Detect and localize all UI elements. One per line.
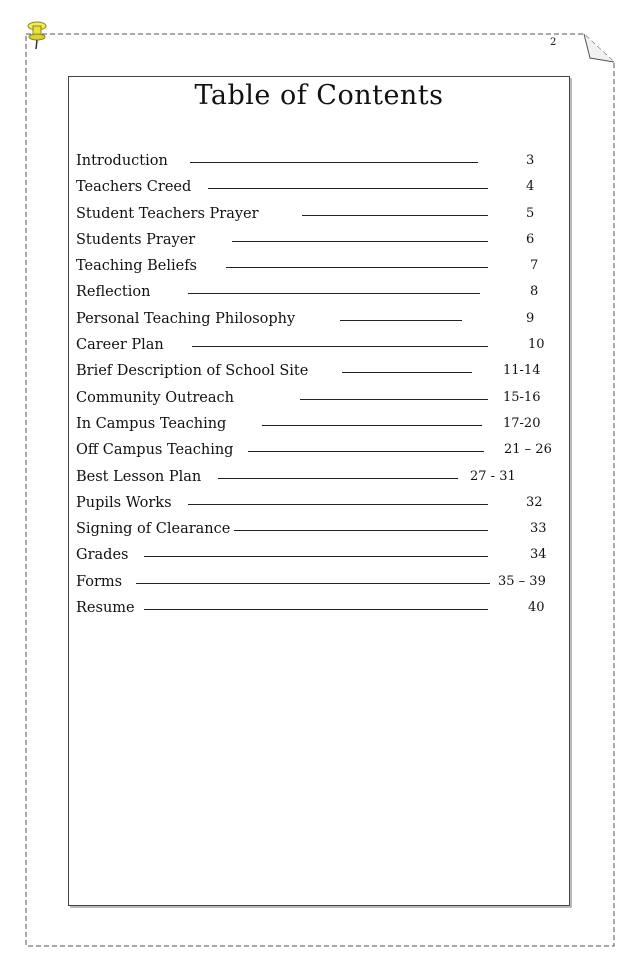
toc-entry-page: 7 (530, 258, 539, 274)
toc-entry-page: 11-14 (503, 363, 541, 379)
toc-entry (76, 332, 576, 358)
toc-entry-page: 32 (526, 494, 543, 510)
toc-leader-line (342, 372, 472, 373)
toc-entry-label: Off Campus Teaching (76, 442, 234, 459)
toc-entry (76, 437, 576, 463)
toc-entry-label: Teaching Beliefs (76, 258, 197, 275)
toc-entry-page: 33 (530, 521, 547, 537)
toc-entry-label: Community Outreach (76, 389, 234, 406)
toc-entry-page: 15-16 (503, 389, 541, 405)
toc-entry (76, 385, 576, 411)
page-number: 2 (550, 37, 557, 48)
toc-entry (76, 306, 576, 332)
toc-entry-page: 5 (526, 205, 535, 221)
toc-entry (76, 174, 576, 200)
toc-leader-line (136, 583, 490, 584)
toc-leader-line (218, 478, 458, 479)
toc-entry (76, 358, 576, 384)
toc-entry-label: Introduction (76, 153, 168, 169)
toc-entry (76, 516, 576, 542)
toc-leader-line (192, 346, 488, 347)
toc-entry (76, 490, 576, 516)
toc-leader-line (144, 556, 488, 557)
toc-entry-page: 9 (526, 310, 535, 326)
toc-entry-label: In Campus Teaching (76, 415, 227, 432)
toc-entry-label: Brief Description of School Site (76, 363, 309, 380)
toc-entry-page: 21 – 26 (504, 442, 552, 458)
page-title: Table of Contents (194, 80, 444, 111)
toc-leader-line (248, 451, 484, 452)
toc-leader-line (234, 530, 488, 531)
toc-entry (76, 279, 576, 305)
toc-entry-label: Resume (76, 600, 135, 617)
toc-entry (76, 227, 576, 253)
toc-entry (76, 148, 576, 174)
toc-leader-line (300, 399, 488, 400)
toc-entry-page: 34 (530, 547, 547, 563)
toc-leader-line (302, 215, 488, 216)
toc-entry-page: 8 (530, 284, 539, 300)
toc-leader-line (226, 267, 488, 268)
toc-entry-label: Student Teachers Prayer (76, 205, 259, 222)
toc-entry-page: 6 (526, 231, 535, 247)
toc-entry (76, 595, 576, 621)
toc-entry-page: 35 – 39 (498, 573, 546, 589)
toc-entry-page: 4 (526, 179, 535, 195)
toc-entry-label: Pupils Works (76, 494, 172, 511)
toc-entry-page: 17-20 (503, 415, 541, 431)
toc-leader-line (144, 609, 488, 610)
toc-entry-page: 10 (528, 337, 545, 353)
toc-leader-line (262, 425, 482, 426)
toc-entry-label: Best Lesson Plan (76, 468, 202, 485)
toc-list (76, 148, 576, 621)
toc-entry-page: 27 - 31 (470, 468, 516, 484)
toc-entry-label: Career Plan (76, 337, 164, 354)
toc-leader-line (340, 320, 462, 321)
toc-entry (76, 464, 576, 490)
toc-entry (76, 201, 576, 227)
toc-entry-label: Signing of Clearance (76, 521, 231, 538)
toc-leader-line (190, 162, 478, 163)
toc-entry (76, 569, 576, 595)
toc-entry-label: Grades (76, 547, 129, 564)
toc-entry-label: Forms (76, 573, 123, 590)
toc-leader-line (232, 241, 488, 242)
toc-entry-label: Reflection (76, 284, 151, 301)
toc-leader-line (188, 293, 480, 294)
toc-entry (76, 411, 576, 437)
toc-entry-page: 40 (528, 600, 545, 616)
pushpin-icon (24, 20, 50, 50)
toc-leader-line (188, 504, 488, 505)
toc-entry (76, 542, 576, 568)
toc-entry (76, 253, 576, 279)
toc-entry-label: Students Prayer (76, 231, 196, 248)
toc-leader-line (208, 188, 488, 189)
toc-entry-label: Personal Teaching Philosophy (76, 310, 296, 327)
toc-entry-label: Teachers Creed (76, 179, 192, 196)
toc-entry-page: 3 (526, 153, 535, 168)
